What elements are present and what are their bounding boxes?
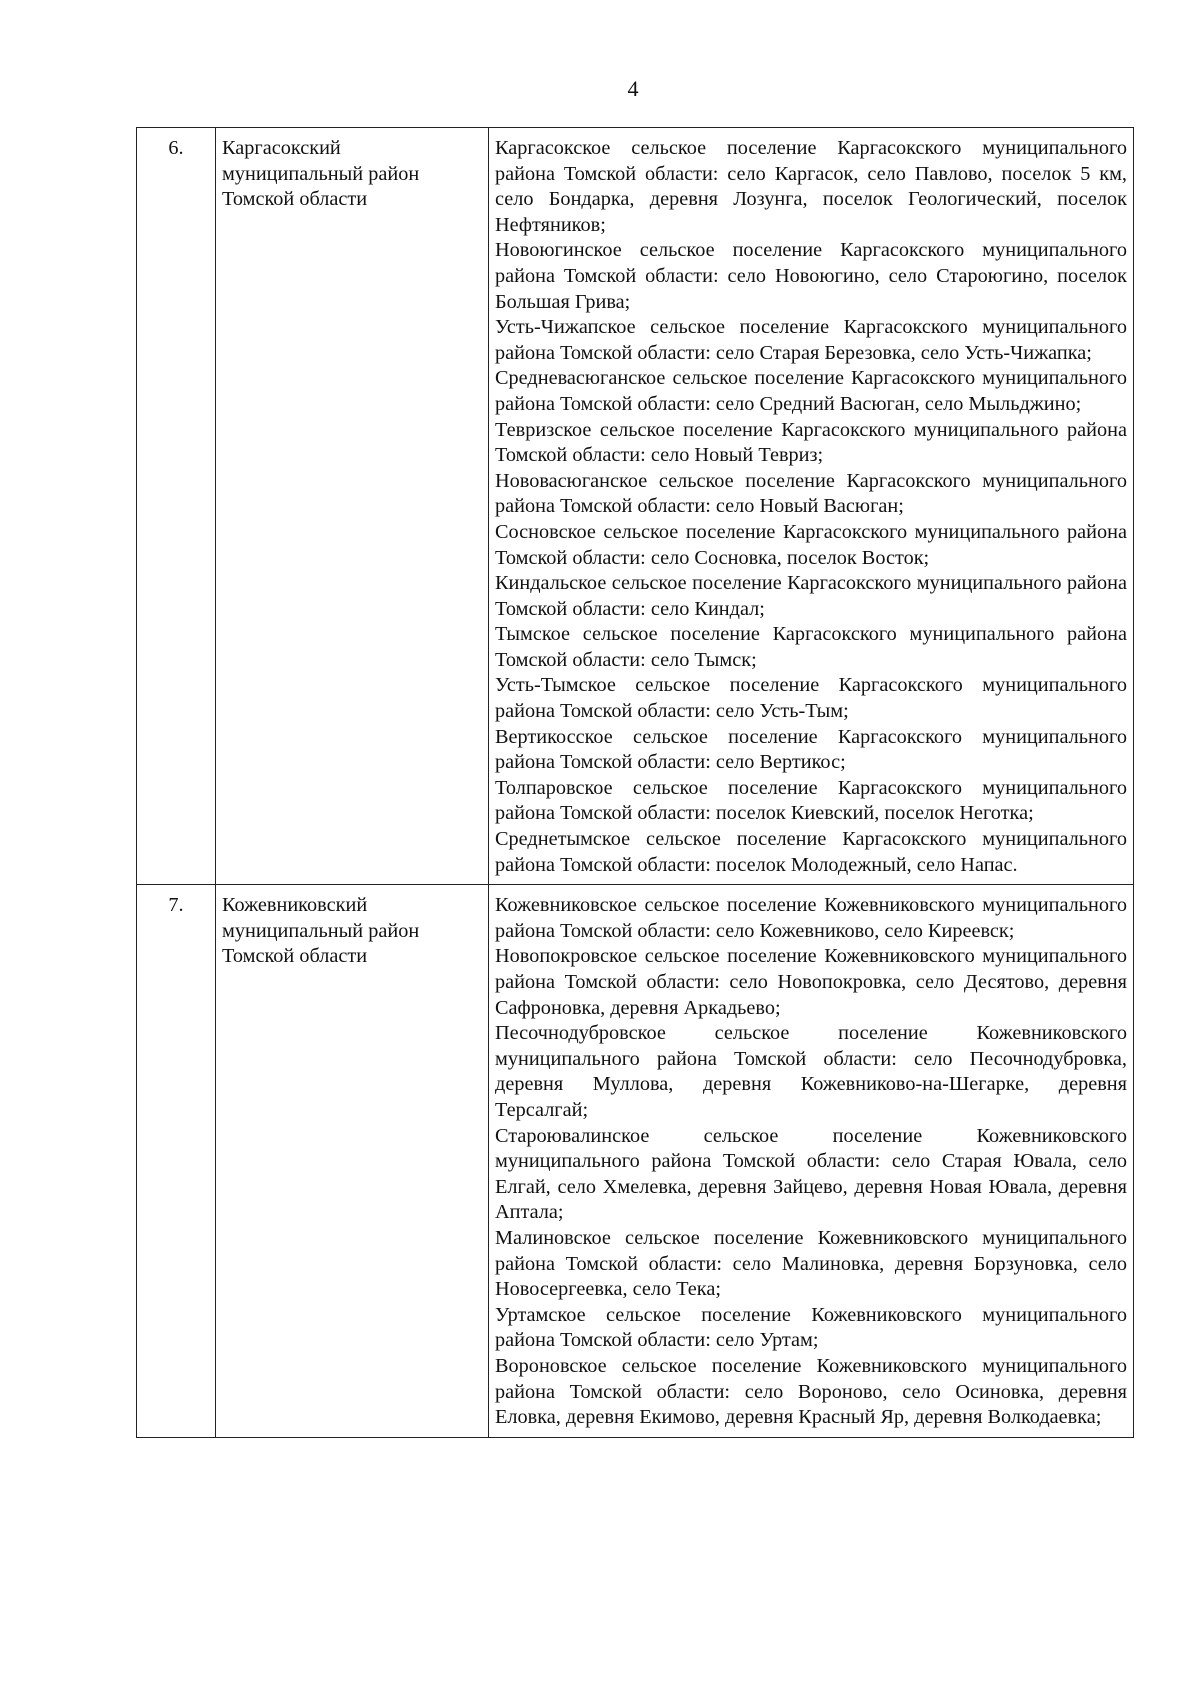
settlement-entry: Вороновское сельское поселение Кожевниковского муниципального района Томской области: село Вороново, село Осиновка, деревня Еловка, деревня Екимово, деревня Красный Яр, деревня Волкодаевка; [495, 1354, 1127, 1429]
settlement-entry: Нововасюганское сельское поселение Каргасокского муниципального района Томской области: село Новый Васюган; [495, 469, 1127, 518]
row-number: 7. [137, 885, 216, 1437]
settlement-entry: Тевризское сельское поселение Каргасокского муниципального района Томской области: село Новый Тевриз; [495, 418, 1127, 467]
settlement-entry: Сосновское сельское поселение Каргасокского муниципального района Томской области: село Сосновка, поселок Восток; [495, 520, 1127, 569]
district-name: Кожевниковский муниципальный район Томской области [216, 885, 489, 1437]
settlement-entry: Уртамское сельское поселение Кожевниковского муниципального района Томской области: село Уртам; [495, 1303, 1127, 1352]
settlement-entry: Новоюгинское сельское поселение Каргасокского муниципального района Томской области: село Новоюгино, село Староюгино, поселок Большая Грива; [495, 239, 1127, 313]
settlement-entry: Тымское сельское поселение Каргасокского муниципального района Томской области: село Тымск; [495, 623, 1127, 671]
settlement-entry: Староювалинское сельское поселение Кожевниковского муниципального района Томской области: село Старая Ювала, село Елгай, село Хмелевка, деревня Зайцево, деревня Новая Ювала, деревня Аптала; [495, 1124, 1127, 1224]
municipal-settlements-table [136, 127, 1134, 1438]
settlements-cell [489, 128, 1134, 885]
settlement-entry: Новопокровское сельское поселение Кожевниковского муниципального района Томской области: село Новопокровка, село Десятово, деревня Сафроновка, деревня Аркадьево; [495, 945, 1127, 1019]
district-name: Каргасокский муниципальный район Томской области [216, 128, 489, 885]
table-row [137, 128, 1134, 885]
settlement-entry: Усть-Тымское сельское поселение Каргасокского муниципального района Томской области: село Усть-Тым; [495, 674, 1127, 723]
settlement-entry: Вертикосское сельское поселение Каргасокского муниципального района Томской области: село Вертикос; [495, 725, 1127, 774]
table-row [137, 885, 1134, 1437]
page-number: 4 [627, 76, 639, 101]
settlement-entry: Кожевниковское сельское поселение Кожевниковского муниципального района Томской области: село Кожевниково, село Киреевск; [495, 894, 1127, 942]
settlements-cell [489, 885, 1134, 1437]
settlement-entry: Усть-Чижапское сельское поселение Каргасокского муниципального района Томской области: село Старая Березовка, село Усть-Чижапка; [495, 316, 1127, 364]
settlement-entry: Каргасокское сельское поселение Каргасокского муниципального района Томской области: село Каргасок, село Павлово, поселок 5 км, село Бондарка, деревня Лозунга, поселок Геологический, поселок Нефтяников; [495, 137, 1127, 236]
settlement-entry: Киндальское сельское поселение Каргасокского муниципального района Томской области: село Киндал; [495, 572, 1127, 620]
settlement-entry: Среднетымское сельское поселение Каргасокского муниципального района Томской области: поселок Молодежный, село Напас. [495, 828, 1127, 876]
settlement-entry: Песочнодубровское сельское поселение Кожевниковского муниципального района Томской области: село Песочнодубровка, деревня Муллова, деревня Кожевниково-на-Шегарке, деревня Терсалгай; [495, 1022, 1127, 1121]
settlement-entry: Средневасюганское сельское поселение Каргасокского муниципального района Томской области: село Средний Васюган, село Мыльджино; [495, 367, 1127, 415]
settlement-entry: Толпаровское сельское поселение Каргасокского муниципального района Томской области: поселок Киевский, поселок Неготка; [495, 776, 1127, 825]
row-number: 6. [137, 128, 216, 885]
settlement-entry: Малиновское сельское поселение Кожевниковского муниципального района Томской области: село Малиновка, деревня Борзуновка, село Новосергеевка, село Тека; [495, 1226, 1127, 1301]
